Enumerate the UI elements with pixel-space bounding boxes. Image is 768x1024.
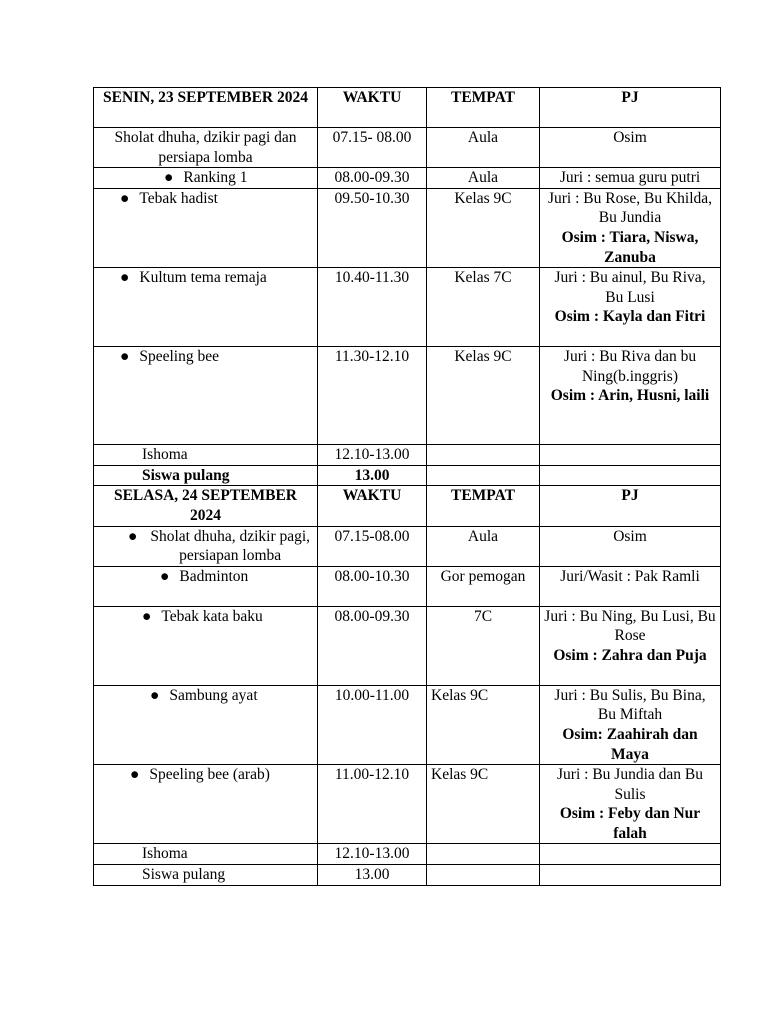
time-cell: 08.00-09.30 <box>318 168 427 189</box>
bullet-icon: ● <box>164 169 174 187</box>
place-header: TEMPAT <box>427 486 540 526</box>
time-cell: 10.40-11.30 <box>318 268 427 347</box>
activity-cell: ● Tebak hadist <box>94 188 318 267</box>
time-cell: 08.00-09.30 <box>318 606 427 685</box>
osim-text: Osim : Feby dan Nur falah <box>559 805 701 842</box>
place-cell <box>427 445 540 466</box>
table-row <box>94 168 721 189</box>
pj-header: PJ <box>540 486 721 526</box>
table-row <box>94 268 721 347</box>
table-header-row <box>94 486 721 526</box>
table-row <box>94 347 721 445</box>
pj-cell <box>540 865 721 886</box>
time-header: WAKTU <box>318 88 427 128</box>
pj-cell <box>540 188 721 267</box>
table-row <box>94 685 721 764</box>
pj-cell <box>540 606 721 685</box>
pj-cell: Juri : semua guru putri <box>540 168 721 189</box>
pj-cell <box>540 844 721 865</box>
time-cell: 13.00 <box>318 865 427 886</box>
activity-cell: Siswa pulang <box>94 865 318 886</box>
day-header: SENIN, 23 SEPTEMBER 2024 <box>94 88 318 128</box>
pj-cell <box>540 268 721 347</box>
activity-cell: ● Tebak kata baku <box>94 606 318 685</box>
table-row <box>94 465 721 486</box>
activity-cell: ● Speeling bee (arab) <box>94 765 318 844</box>
place-cell: Kelas 7C <box>427 268 540 347</box>
osim-text: Osim : Zahra dan Puja <box>553 646 707 664</box>
schedule-table <box>93 87 721 886</box>
table-row <box>94 445 721 466</box>
time-cell: 11.30-12.10 <box>318 347 427 445</box>
time-cell: 09.50-10.30 <box>318 188 427 267</box>
juri-text: Juri : Bu Riva dan bu Ning(b.inggris) <box>563 348 697 385</box>
bullet-icon: ● <box>120 189 130 207</box>
activity-cell: ● Ranking 1 <box>94 168 318 189</box>
day-header: SELASA, 24 SEPTEMBER 2024 <box>94 486 318 526</box>
activity-cell: ● Speeling bee <box>94 347 318 445</box>
bullet-icon: ● <box>120 269 130 287</box>
time-cell: 07.15-08.00 <box>318 526 427 566</box>
juri-text: Juri : Bu Rose, Bu Khilda, Bu Jundia <box>547 189 713 227</box>
time-cell: 08.00-10.30 <box>318 566 427 606</box>
place-cell <box>427 865 540 886</box>
place-cell <box>427 844 540 865</box>
place-cell: Aula <box>427 168 540 189</box>
table-row <box>94 606 721 685</box>
activity-cell: ● Sholat dhuha, dzikir pagi, persiapan lomba <box>94 526 318 566</box>
osim-text: Osim : Kayla dan Fitri <box>554 308 706 326</box>
bullet-icon: ● <box>142 607 152 625</box>
place-cell <box>427 465 540 486</box>
pj-cell <box>540 765 721 844</box>
table-row <box>94 188 721 267</box>
place-cell: Aula <box>427 526 540 566</box>
juri-text: Juri : Bu Ning, Bu Lusi, Bu Rose <box>544 607 716 645</box>
activity-cell: ● Sambung ayat <box>94 685 318 764</box>
place-cell: Kelas 9C <box>427 765 540 844</box>
place-header: TEMPAT <box>427 88 540 128</box>
time-cell: 12.10-13.00 <box>318 445 427 466</box>
activity-cell: Ishoma <box>94 445 318 466</box>
pj-cell <box>540 347 721 445</box>
place-cell: Kelas 9C <box>427 188 540 267</box>
pj-cell <box>540 685 721 764</box>
table-row <box>94 526 721 566</box>
activity-cell: ● Kultum tema remaja <box>94 268 318 347</box>
pj-cell: Osim <box>540 526 721 566</box>
bullet-icon: ● <box>160 567 170 585</box>
juri-text: Juri : Bu ainul, Bu Riva, Bu Lusi <box>554 269 706 306</box>
bullet-icon: ● <box>130 766 140 784</box>
bullet-icon: ● <box>150 686 160 704</box>
time-header: WAKTU <box>318 486 427 526</box>
place-cell: Kelas 9C <box>427 685 540 764</box>
juri-text: Juri : Bu Jundia dan Bu Sulis <box>557 766 703 803</box>
table-row <box>94 844 721 865</box>
osim-text: Osim : Tiara, Niswa, Zanuba <box>561 228 699 266</box>
juri-text: Juri : Bu Sulis, Bu Bina, Bu Miftah <box>554 686 706 724</box>
time-cell: 07.15- 08.00 <box>318 128 427 168</box>
bullet-icon: ● <box>128 527 138 545</box>
time-cell: 12.10-13.00 <box>318 844 427 865</box>
time-cell: 11.00-12.10 <box>318 765 427 844</box>
table-row <box>94 865 721 886</box>
place-cell: Aula <box>427 128 540 168</box>
place-cell: 7C <box>427 606 540 685</box>
activity-cell: Sholat dhuha, dzikir pagi dan persiapa lomba <box>94 128 318 168</box>
bullet-icon: ● <box>120 348 130 366</box>
place-cell: Gor pemogan <box>427 566 540 606</box>
pj-header: PJ <box>540 88 721 128</box>
activity-cell: ● Badminton <box>94 566 318 606</box>
table-row <box>94 765 721 844</box>
pj-cell <box>540 445 721 466</box>
table-row <box>94 128 721 168</box>
place-cell: Kelas 9C <box>427 347 540 445</box>
time-cell: 13.00 <box>318 465 427 486</box>
activity-cell: Siswa pulang <box>94 465 318 486</box>
table-row <box>94 566 721 606</box>
activity-cell: Ishoma <box>94 844 318 865</box>
time-cell: 10.00-11.00 <box>318 685 427 764</box>
pj-cell: Osim <box>540 128 721 168</box>
osim-text: Osim : Arin, Husni, laili <box>550 387 710 405</box>
pj-cell <box>540 465 721 486</box>
osim-text: Osim: Zaahirah dan Maya <box>562 725 698 763</box>
pj-cell: Juri/Wasit : Pak Ramli <box>540 566 721 606</box>
table-header-row <box>94 88 721 128</box>
